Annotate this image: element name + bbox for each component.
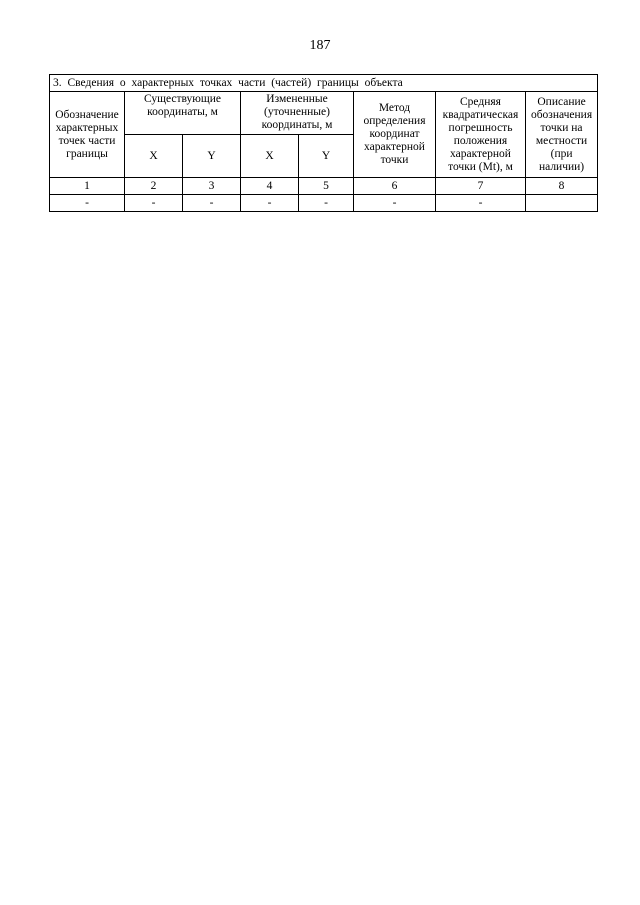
- column-number: 7: [436, 178, 526, 195]
- table-cell: [526, 195, 598, 212]
- header-description: Описание обозначения точки на местности (при наличии): [526, 92, 598, 178]
- table-cell: -: [354, 195, 436, 212]
- column-number: 3: [183, 178, 241, 195]
- page-number: 187: [309, 38, 331, 53]
- column-number: 8: [526, 178, 598, 195]
- header-error: Средняя квадратическая погрешность положения характерной точки (Mt), м: [436, 92, 526, 178]
- column-number: 1: [50, 178, 125, 195]
- header-existing-x: X: [125, 135, 183, 178]
- header-method: Метод определения координат характерной точки: [354, 92, 436, 178]
- column-number: 2: [125, 178, 183, 195]
- section-title: 3. Сведения о характерных точках части (частей) границы объекта: [50, 75, 598, 92]
- column-number: 5: [299, 178, 354, 195]
- table-cell: -: [50, 195, 125, 212]
- column-number: 6: [354, 178, 436, 195]
- header-changed-coords: Измененные (уточненные) координаты, м: [241, 92, 354, 135]
- table-cell: -: [183, 195, 241, 212]
- header-existing-y: Y: [183, 135, 241, 178]
- table-cell: -: [299, 195, 354, 212]
- table-row: [50, 195, 598, 212]
- header-changed-y: Y: [299, 135, 354, 178]
- characteristic-points-table: [49, 74, 598, 212]
- column-number: 4: [241, 178, 299, 195]
- table-cell: -: [241, 195, 299, 212]
- header-existing-coords: Существующие координаты, м: [125, 92, 241, 135]
- header-changed-x: X: [241, 135, 299, 178]
- header-point-designation: Обозначение характерных точек части границы: [50, 92, 125, 178]
- table-cell: -: [125, 195, 183, 212]
- column-number-row: [50, 178, 598, 195]
- table-cell: -: [436, 195, 526, 212]
